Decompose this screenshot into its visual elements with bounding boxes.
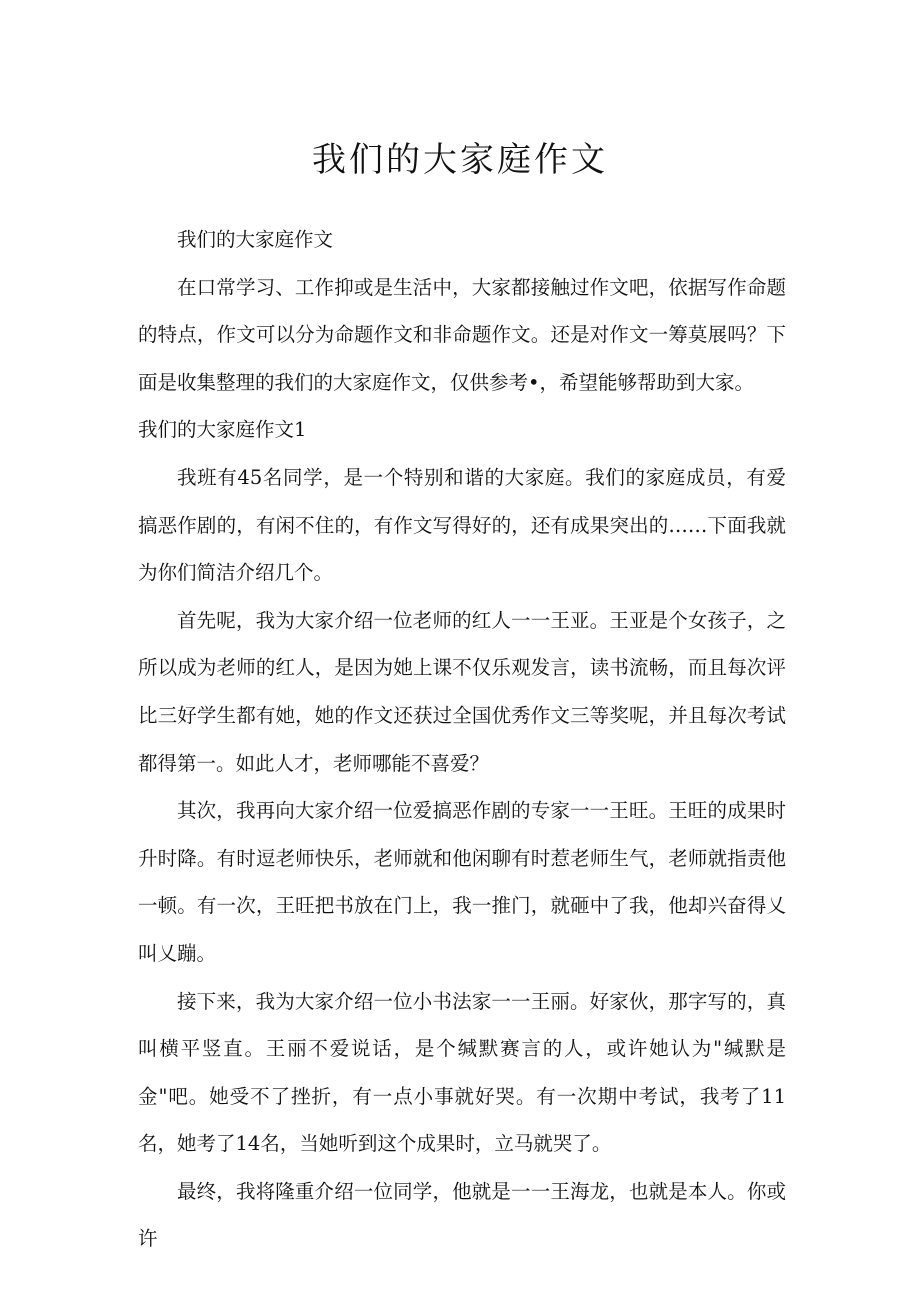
paragraph-class-intro: 我班有45名同学，是一个特别和谐的大家庭。我们的家庭成员，有爱搞恶作剧的，有闲不住的，有作文写得好的，还有成果突出的……下面我就为你们简洁介绍几个。 bbox=[138, 465, 786, 585]
paragraph-wang-hailong: 最终，我将隆重介绍一位同学，他就是一一王海龙，也就是本人。你或许 bbox=[138, 1179, 786, 1251]
paragraph-wang-ya: 首先呢，我为大家介绍一位老师的红人一一王亚。王亚是个女孩子，之所以成为老师的红人，是因为她上课不仅乐观发言，读书流畅，而且每次评比三好学生都有她，她的作文还获过全国优秀作文三等奖呢，并且每次考试都得第一。如此人才，老师哪能不喜爱？ bbox=[138, 608, 786, 775]
paragraph-wang-li: 接下来，我为大家介绍一位小书法家一一王丽。好家伙，那字写的，真叫横平竖直。王丽不爱说话，是个缄默赛言的人，或许她认为"缄默是金"吧。她受不了挫折，有一点小事就好哭。有一次期中考试，我考了11名，她考了14名，当她听到这个成果时，立马就哭了。 bbox=[138, 989, 786, 1156]
paragraph-subtitle: 我们的大家庭作文 bbox=[177, 228, 334, 251]
paragraph-intro: 在口常学习、工作抑或是生活中，大家都接触过作文吧，依据写作命题的特点，作文可以分为命题作文和非命题作文。还是对作文一筹莫展吗？下面是收集整理的我们的大家庭作文，仅供参考•，希望能够帮助到大家。 bbox=[138, 275, 786, 394]
section-heading: 我们的大家庭作文1 bbox=[138, 418, 307, 442]
document-title: 我们的大家庭作文 bbox=[312, 140, 608, 180]
paragraph-wang-wang: 其次，我再向大家介绍一位爱搞恶作剧的专家一一王旺。王旺的成果时升时降。有时逗老师快乐，老师就和他闲聊有时惹老师生气，老师就指责他一顿。有一次，王旺把书放在门上，我一推门，就砸中了我，他却兴奋得乂叫乂蹦。 bbox=[138, 799, 786, 965]
document-body bbox=[138, 216, 786, 1263]
